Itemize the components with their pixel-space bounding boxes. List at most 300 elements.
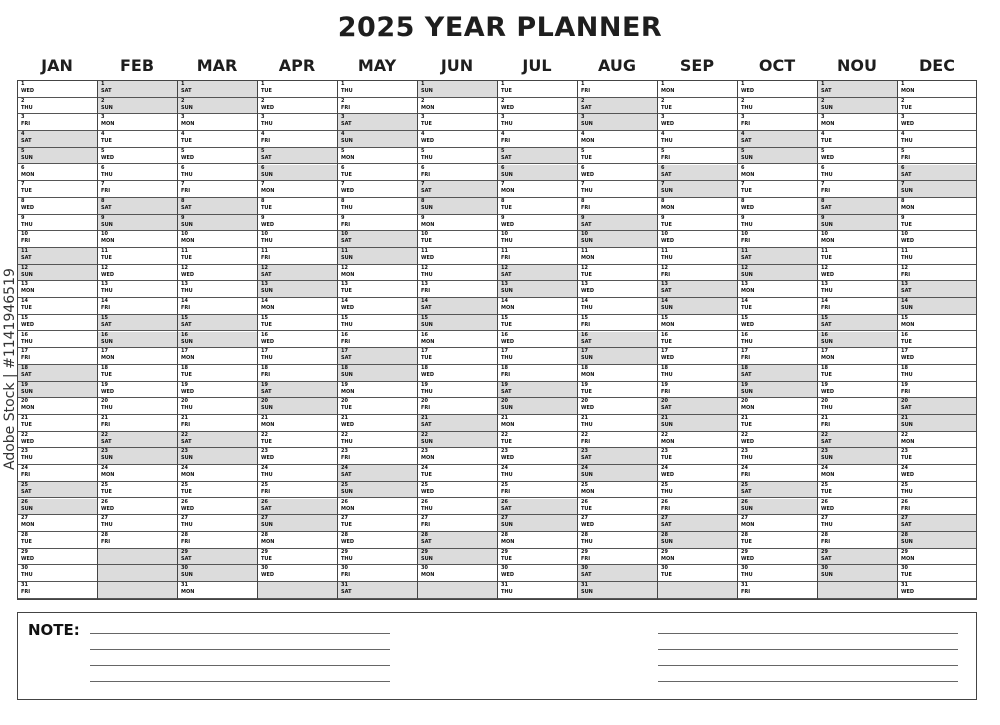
day-cell[interactable]: [338, 215, 417, 232]
day-cell[interactable]: [498, 348, 577, 365]
day-cell[interactable]: [898, 365, 976, 382]
day-cell[interactable]: [738, 148, 817, 165]
day-cell[interactable]: [578, 348, 657, 365]
day-cell[interactable]: [178, 415, 257, 432]
day-cell[interactable]: [898, 181, 976, 198]
day-cell[interactable]: [738, 499, 817, 516]
day-cell[interactable]: [338, 81, 417, 98]
day-cell[interactable]: [898, 265, 976, 282]
day-cell[interactable]: [18, 181, 97, 198]
day-cell[interactable]: [98, 181, 177, 198]
day-cell[interactable]: [738, 165, 817, 182]
day-cell[interactable]: [258, 332, 337, 349]
day-cell[interactable]: [178, 281, 257, 298]
day-cell[interactable]: [258, 298, 337, 315]
day-cell[interactable]: [18, 131, 97, 148]
day-cell[interactable]: [738, 515, 817, 532]
day-cell[interactable]: [578, 549, 657, 566]
day-cell[interactable]: [98, 281, 177, 298]
day-cell[interactable]: [578, 532, 657, 549]
day-cell[interactable]: [498, 515, 577, 532]
day-cell[interactable]: [98, 81, 177, 98]
day-cell[interactable]: [178, 448, 257, 465]
day-cell[interactable]: [98, 448, 177, 465]
day-cell[interactable]: [738, 181, 817, 198]
day-cell[interactable]: [818, 499, 897, 516]
day-cell[interactable]: [818, 231, 897, 248]
day-cell[interactable]: [258, 499, 337, 516]
day-cell[interactable]: [578, 515, 657, 532]
day-cell[interactable]: [898, 515, 976, 532]
day-cell[interactable]: [898, 165, 976, 182]
day-cell[interactable]: [418, 565, 497, 582]
day-cell[interactable]: [178, 148, 257, 165]
day-cell[interactable]: [18, 532, 97, 549]
day-cell[interactable]: [98, 465, 177, 482]
day-cell[interactable]: [258, 81, 337, 98]
day-cell[interactable]: [818, 215, 897, 232]
day-cell[interactable]: [98, 398, 177, 415]
day-cell[interactable]: [658, 549, 737, 566]
day-cell[interactable]: [738, 465, 817, 482]
day-cell[interactable]: [578, 432, 657, 449]
day-cell[interactable]: [578, 265, 657, 282]
day-cell[interactable]: [898, 198, 976, 215]
day-cell[interactable]: [18, 81, 97, 98]
day-cell[interactable]: [418, 114, 497, 131]
day-cell[interactable]: [258, 348, 337, 365]
day-cell[interactable]: [98, 415, 177, 432]
day-cell[interactable]: [818, 482, 897, 499]
day-cell[interactable]: [658, 248, 737, 265]
day-cell[interactable]: [258, 231, 337, 248]
day-cell[interactable]: [98, 231, 177, 248]
day-cell[interactable]: [258, 265, 337, 282]
day-cell[interactable]: [338, 248, 417, 265]
day-cell[interactable]: [658, 465, 737, 482]
day-cell[interactable]: [98, 198, 177, 215]
day-cell[interactable]: [418, 482, 497, 499]
day-cell[interactable]: [338, 315, 417, 332]
day-cell[interactable]: [418, 465, 497, 482]
day-cell[interactable]: [898, 565, 976, 582]
day-cell[interactable]: [578, 332, 657, 349]
day-cell[interactable]: [658, 499, 737, 516]
day-cell[interactable]: [498, 448, 577, 465]
day-cell[interactable]: [818, 114, 897, 131]
day-cell[interactable]: [418, 348, 497, 365]
day-cell[interactable]: [498, 215, 577, 232]
day-cell[interactable]: [738, 415, 817, 432]
day-cell[interactable]: [338, 181, 417, 198]
day-cell[interactable]: [738, 398, 817, 415]
day-cell[interactable]: [898, 281, 976, 298]
day-cell[interactable]: [818, 181, 897, 198]
day-cell[interactable]: [738, 81, 817, 98]
day-cell[interactable]: [498, 248, 577, 265]
day-cell[interactable]: [258, 248, 337, 265]
day-cell[interactable]: [338, 332, 417, 349]
day-cell[interactable]: [418, 298, 497, 315]
day-cell[interactable]: [338, 98, 417, 115]
day-cell[interactable]: [98, 265, 177, 282]
day-cell[interactable]: [178, 248, 257, 265]
day-cell[interactable]: [498, 81, 577, 98]
day-cell[interactable]: [738, 114, 817, 131]
day-cell[interactable]: [258, 382, 337, 399]
day-cell[interactable]: [178, 231, 257, 248]
day-cell[interactable]: [18, 315, 97, 332]
day-cell[interactable]: [338, 265, 417, 282]
day-cell[interactable]: [898, 465, 976, 482]
day-cell[interactable]: [418, 415, 497, 432]
day-cell[interactable]: [738, 549, 817, 566]
day-cell[interactable]: [578, 448, 657, 465]
day-cell[interactable]: [258, 565, 337, 582]
day-cell[interactable]: [258, 465, 337, 482]
day-cell[interactable]: [18, 281, 97, 298]
day-cell[interactable]: [578, 131, 657, 148]
day-cell[interactable]: [18, 448, 97, 465]
day-cell[interactable]: [578, 465, 657, 482]
day-cell[interactable]: [338, 448, 417, 465]
day-cell[interactable]: [18, 565, 97, 582]
day-cell[interactable]: [258, 165, 337, 182]
day-cell[interactable]: [578, 382, 657, 399]
day-cell[interactable]: [658, 515, 737, 532]
day-cell[interactable]: [578, 148, 657, 165]
day-cell[interactable]: [898, 114, 976, 131]
day-cell[interactable]: [658, 348, 737, 365]
day-cell[interactable]: [898, 131, 976, 148]
day-cell[interactable]: [178, 81, 257, 98]
day-cell[interactable]: [498, 432, 577, 449]
day-cell[interactable]: [178, 549, 257, 566]
day-cell[interactable]: [658, 315, 737, 332]
day-cell[interactable]: [818, 532, 897, 549]
day-cell[interactable]: [418, 499, 497, 516]
day-cell[interactable]: [818, 98, 897, 115]
day-cell[interactable]: [898, 482, 976, 499]
day-cell[interactable]: [258, 114, 337, 131]
day-cell[interactable]: [418, 398, 497, 415]
day-cell[interactable]: [738, 298, 817, 315]
day-cell[interactable]: [178, 298, 257, 315]
day-cell[interactable]: [258, 415, 337, 432]
day-cell[interactable]: [338, 549, 417, 566]
day-cell[interactable]: [818, 265, 897, 282]
day-cell[interactable]: [738, 382, 817, 399]
day-cell[interactable]: [18, 198, 97, 215]
day-cell[interactable]: [338, 465, 417, 482]
day-cell[interactable]: [898, 499, 976, 516]
day-cell[interactable]: [258, 148, 337, 165]
day-cell[interactable]: [18, 582, 97, 599]
day-cell[interactable]: [898, 549, 976, 566]
day-cell[interactable]: [498, 565, 577, 582]
day-cell[interactable]: [258, 365, 337, 382]
day-cell[interactable]: [818, 165, 897, 182]
day-cell[interactable]: [418, 248, 497, 265]
day-cell[interactable]: [578, 281, 657, 298]
day-cell[interactable]: [18, 148, 97, 165]
day-cell[interactable]: [738, 332, 817, 349]
day-cell[interactable]: [898, 382, 976, 399]
day-cell[interactable]: [898, 432, 976, 449]
day-cell[interactable]: [738, 315, 817, 332]
day-cell[interactable]: [498, 532, 577, 549]
day-cell[interactable]: [338, 482, 417, 499]
day-cell[interactable]: [498, 148, 577, 165]
day-cell[interactable]: [418, 215, 497, 232]
day-cell[interactable]: [578, 398, 657, 415]
day-cell[interactable]: [898, 231, 976, 248]
day-cell[interactable]: [98, 148, 177, 165]
day-cell[interactable]: [18, 499, 97, 516]
day-cell[interactable]: [338, 565, 417, 582]
day-cell[interactable]: [418, 81, 497, 98]
day-cell[interactable]: [18, 248, 97, 265]
day-cell[interactable]: [418, 181, 497, 198]
day-cell[interactable]: [738, 448, 817, 465]
day-cell[interactable]: [658, 532, 737, 549]
day-cell[interactable]: [18, 549, 97, 566]
day-cell[interactable]: [178, 432, 257, 449]
day-cell[interactable]: [98, 332, 177, 349]
day-cell[interactable]: [178, 515, 257, 532]
day-cell[interactable]: [658, 281, 737, 298]
day-cell[interactable]: [18, 265, 97, 282]
day-cell[interactable]: [178, 332, 257, 349]
day-cell[interactable]: [578, 98, 657, 115]
day-cell[interactable]: [898, 415, 976, 432]
day-cell[interactable]: [658, 298, 737, 315]
day-cell[interactable]: [578, 198, 657, 215]
day-cell[interactable]: [738, 582, 817, 599]
day-cell[interactable]: [98, 248, 177, 265]
day-cell[interactable]: [498, 165, 577, 182]
day-cell[interactable]: [338, 432, 417, 449]
day-cell[interactable]: [98, 98, 177, 115]
day-cell[interactable]: [258, 181, 337, 198]
day-cell[interactable]: [498, 398, 577, 415]
day-cell[interactable]: [498, 332, 577, 349]
day-cell[interactable]: [658, 165, 737, 182]
day-cell[interactable]: [818, 315, 897, 332]
day-cell[interactable]: [498, 465, 577, 482]
day-cell[interactable]: [338, 365, 417, 382]
day-cell[interactable]: [98, 382, 177, 399]
day-cell[interactable]: [18, 165, 97, 182]
day-cell[interactable]: [818, 432, 897, 449]
day-cell[interactable]: [178, 215, 257, 232]
day-cell[interactable]: [178, 181, 257, 198]
day-cell[interactable]: [898, 348, 976, 365]
day-cell[interactable]: [818, 398, 897, 415]
day-cell[interactable]: [178, 499, 257, 516]
day-cell[interactable]: [418, 365, 497, 382]
day-cell[interactable]: [578, 298, 657, 315]
day-cell[interactable]: [418, 315, 497, 332]
day-cell[interactable]: [578, 482, 657, 499]
day-cell[interactable]: [738, 215, 817, 232]
day-cell[interactable]: [258, 98, 337, 115]
day-cell[interactable]: [818, 148, 897, 165]
day-cell[interactable]: [258, 215, 337, 232]
day-cell[interactable]: [178, 382, 257, 399]
day-cell[interactable]: [498, 482, 577, 499]
day-cell[interactable]: [418, 281, 497, 298]
day-cell[interactable]: [578, 215, 657, 232]
day-cell[interactable]: [498, 131, 577, 148]
day-cell[interactable]: [738, 231, 817, 248]
day-cell[interactable]: [338, 415, 417, 432]
day-cell[interactable]: [98, 365, 177, 382]
day-cell[interactable]: [98, 131, 177, 148]
day-cell[interactable]: [18, 231, 97, 248]
day-cell[interactable]: [258, 398, 337, 415]
day-cell[interactable]: [578, 415, 657, 432]
day-cell[interactable]: [338, 398, 417, 415]
day-cell[interactable]: [818, 365, 897, 382]
day-cell[interactable]: [898, 148, 976, 165]
day-cell[interactable]: [498, 298, 577, 315]
day-cell[interactable]: [178, 165, 257, 182]
day-cell[interactable]: [418, 549, 497, 566]
day-cell[interactable]: [338, 148, 417, 165]
day-cell[interactable]: [498, 382, 577, 399]
day-cell[interactable]: [658, 448, 737, 465]
day-cell[interactable]: [658, 181, 737, 198]
day-cell[interactable]: [818, 332, 897, 349]
day-cell[interactable]: [418, 131, 497, 148]
day-cell[interactable]: [898, 532, 976, 549]
day-cell[interactable]: [418, 448, 497, 465]
day-cell[interactable]: [818, 131, 897, 148]
day-cell[interactable]: [258, 131, 337, 148]
day-cell[interactable]: [658, 231, 737, 248]
day-cell[interactable]: [178, 398, 257, 415]
day-cell[interactable]: [738, 432, 817, 449]
day-cell[interactable]: [98, 532, 177, 549]
day-cell[interactable]: [18, 415, 97, 432]
day-cell[interactable]: [258, 448, 337, 465]
day-cell[interactable]: [578, 181, 657, 198]
day-cell[interactable]: [498, 181, 577, 198]
day-cell[interactable]: [338, 532, 417, 549]
day-cell[interactable]: [338, 131, 417, 148]
day-cell[interactable]: [418, 231, 497, 248]
day-cell[interactable]: [818, 465, 897, 482]
day-cell[interactable]: [898, 582, 976, 599]
day-cell[interactable]: [418, 165, 497, 182]
day-cell[interactable]: [738, 281, 817, 298]
day-cell[interactable]: [818, 415, 897, 432]
day-cell[interactable]: [658, 398, 737, 415]
day-cell[interactable]: [178, 198, 257, 215]
day-cell[interactable]: [578, 248, 657, 265]
day-cell[interactable]: [498, 198, 577, 215]
day-cell[interactable]: [418, 532, 497, 549]
day-cell[interactable]: [578, 165, 657, 182]
day-cell[interactable]: [738, 348, 817, 365]
day-cell[interactable]: [98, 515, 177, 532]
day-cell[interactable]: [418, 382, 497, 399]
day-cell[interactable]: [898, 215, 976, 232]
day-cell[interactable]: [818, 382, 897, 399]
day-cell[interactable]: [578, 114, 657, 131]
day-cell[interactable]: [818, 281, 897, 298]
day-cell[interactable]: [498, 582, 577, 599]
day-cell[interactable]: [818, 248, 897, 265]
day-cell[interactable]: [98, 499, 177, 516]
day-cell[interactable]: [578, 315, 657, 332]
day-cell[interactable]: [498, 281, 577, 298]
day-cell[interactable]: [178, 465, 257, 482]
day-cell[interactable]: [98, 315, 177, 332]
day-cell[interactable]: [178, 265, 257, 282]
day-cell[interactable]: [338, 231, 417, 248]
day-cell[interactable]: [18, 515, 97, 532]
day-cell[interactable]: [578, 565, 657, 582]
day-cell[interactable]: [898, 448, 976, 465]
day-cell[interactable]: [18, 114, 97, 131]
day-cell[interactable]: [898, 98, 976, 115]
day-cell[interactable]: [658, 81, 737, 98]
day-cell[interactable]: [898, 398, 976, 415]
day-cell[interactable]: [18, 432, 97, 449]
day-cell[interactable]: [578, 81, 657, 98]
day-cell[interactable]: [18, 398, 97, 415]
day-cell[interactable]: [18, 465, 97, 482]
day-cell[interactable]: [258, 198, 337, 215]
day-cell[interactable]: [818, 565, 897, 582]
day-cell[interactable]: [738, 265, 817, 282]
day-cell[interactable]: [738, 365, 817, 382]
day-cell[interactable]: [498, 98, 577, 115]
day-cell[interactable]: [178, 114, 257, 131]
day-cell[interactable]: [18, 215, 97, 232]
day-cell[interactable]: [658, 565, 737, 582]
day-cell[interactable]: [178, 98, 257, 115]
day-cell[interactable]: [498, 114, 577, 131]
day-cell[interactable]: [338, 114, 417, 131]
day-cell[interactable]: [898, 315, 976, 332]
day-cell[interactable]: [498, 231, 577, 248]
day-cell[interactable]: [658, 148, 737, 165]
day-cell[interactable]: [898, 332, 976, 349]
day-cell[interactable]: [658, 265, 737, 282]
day-cell[interactable]: [338, 281, 417, 298]
day-cell[interactable]: [818, 515, 897, 532]
day-cell[interactable]: [178, 582, 257, 599]
day-cell[interactable]: [658, 382, 737, 399]
day-cell[interactable]: [898, 81, 976, 98]
day-cell[interactable]: [98, 482, 177, 499]
day-cell[interactable]: [178, 131, 257, 148]
day-cell[interactable]: [818, 298, 897, 315]
day-cell[interactable]: [658, 332, 737, 349]
day-cell[interactable]: [498, 415, 577, 432]
day-cell[interactable]: [178, 565, 257, 582]
day-cell[interactable]: [658, 98, 737, 115]
day-cell[interactable]: [258, 281, 337, 298]
day-cell[interactable]: [98, 348, 177, 365]
day-cell[interactable]: [18, 298, 97, 315]
day-cell[interactable]: [338, 198, 417, 215]
day-cell[interactable]: [498, 499, 577, 516]
day-cell[interactable]: [418, 515, 497, 532]
